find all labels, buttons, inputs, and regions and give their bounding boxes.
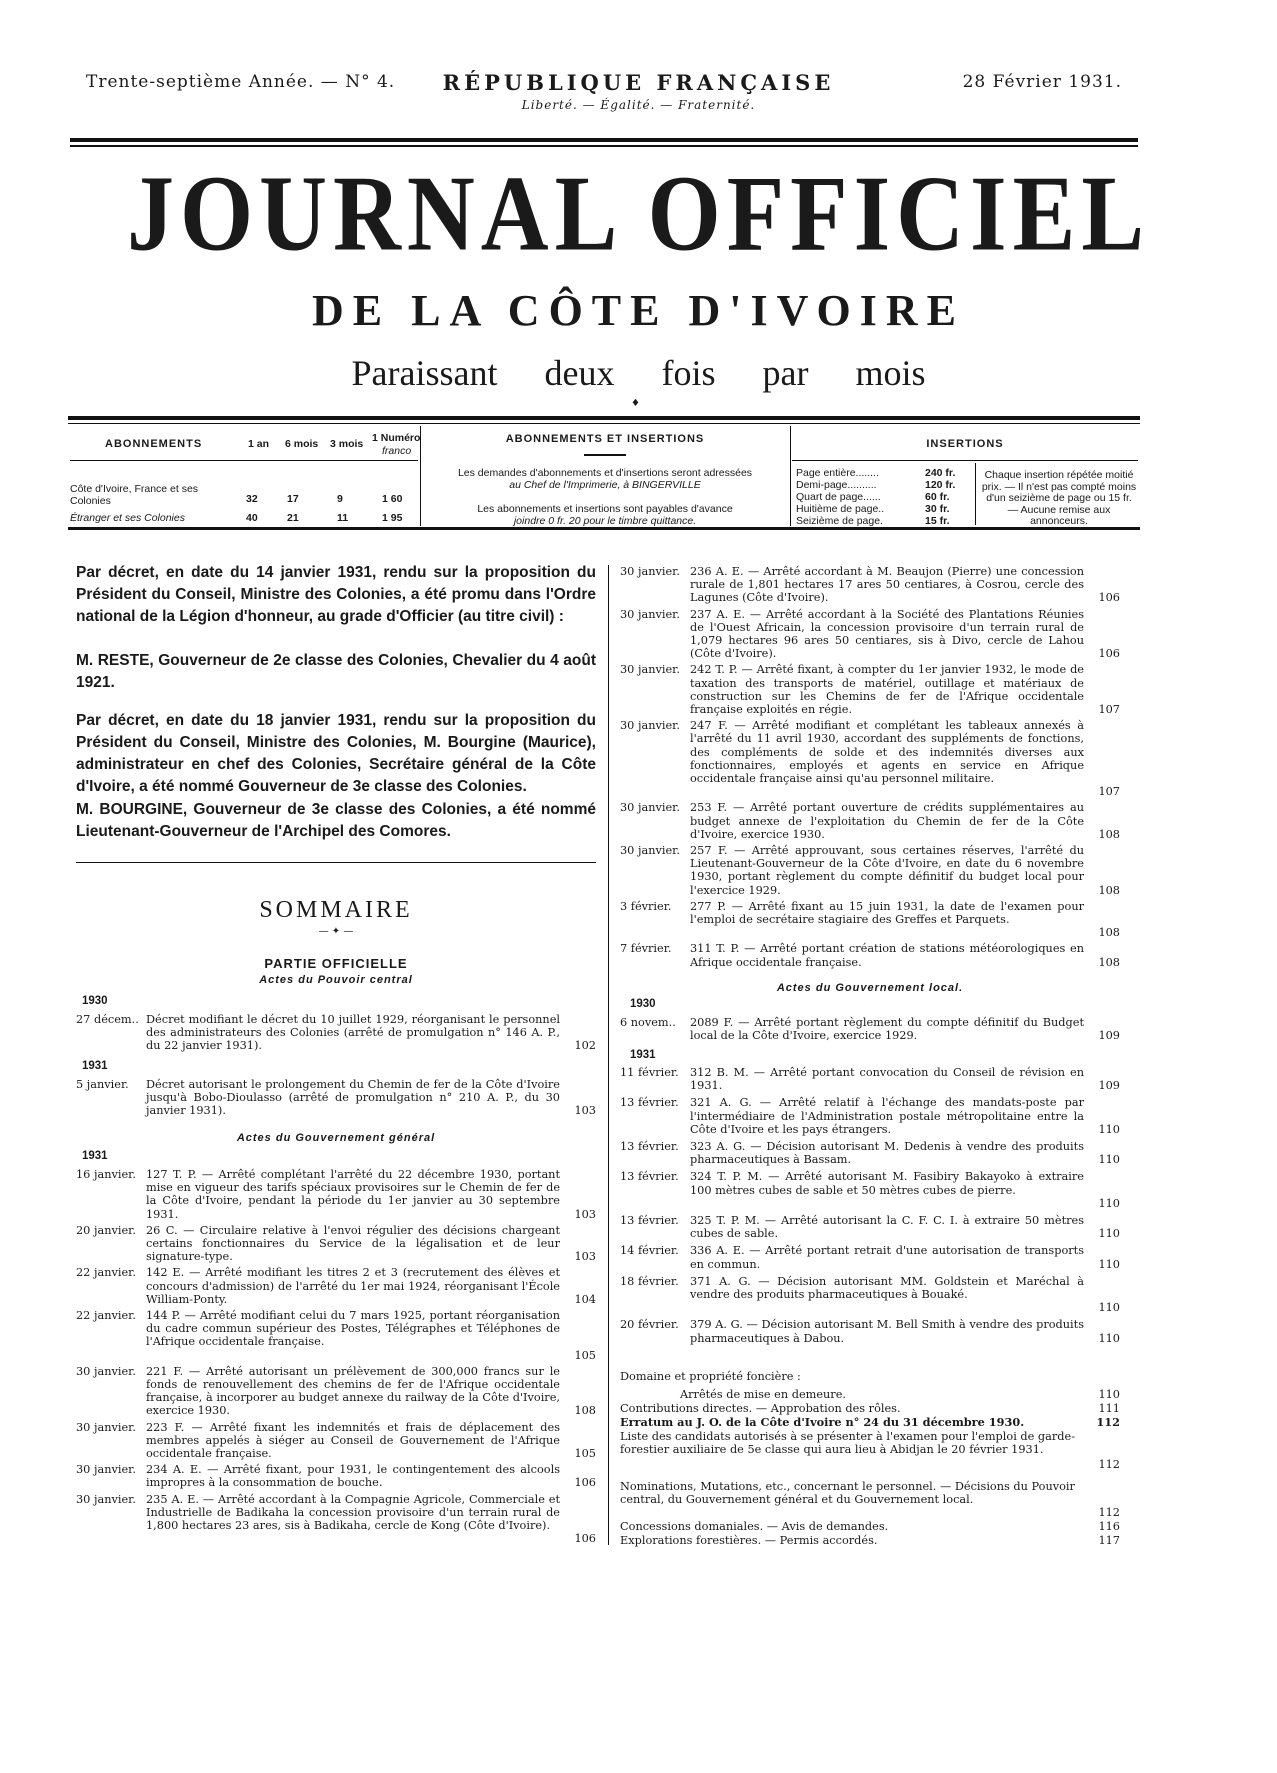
sommaire-entry <box>620 1214 1120 1240</box>
sommaire-entry <box>620 565 1120 605</box>
entry-page: 107 <box>1098 702 1120 716</box>
entry-page: 109 <box>1098 1079 1120 1093</box>
publication-frequency: Paraissant deux fois par mois <box>351 353 926 393</box>
year-1930-local: 1930 <box>630 998 656 1010</box>
entry-date: 30 janvier. <box>620 565 680 578</box>
explorations: Explorations forestières. — Permis accordés. 117 <box>620 1534 1120 1547</box>
entry-page: 106 <box>574 1476 596 1490</box>
entry-date: 30 janvier. <box>620 663 680 677</box>
entry-text: 336 A. E. — Arrêté portant retrait d'une autorisation de transports en commun. <box>690 1244 1084 1271</box>
insertion-rate-price: 120 fr. <box>925 479 956 491</box>
sommaire-entry <box>620 1140 1120 1166</box>
ab-ins-text1: Les demandes d'abonnements et d'insertions seront adressées <box>457 467 753 479</box>
sommaire-entry <box>620 801 1120 841</box>
entry-page: 110 <box>1098 1122 1120 1136</box>
col-franco: franco <box>382 445 412 457</box>
partie-officielle: PARTIE OFFICIELLE <box>264 956 408 971</box>
year-heading: 1930 <box>82 995 108 1007</box>
entry-text: 312 B. M. — Arrêté portant convocation du Conseil de révision en 1931. <box>690 1066 1084 1093</box>
entry-text: 234 A. E. — Arrêté fixant, pour 1931, le contingentement des alcools impropres à la consommation de bouche. <box>146 1463 560 1490</box>
entry-date: 14 février. <box>620 1244 679 1258</box>
entry-date: 3 février. <box>620 899 672 913</box>
entry-page: 110 <box>1098 1153 1120 1167</box>
entry-page: 106 <box>574 1532 596 1546</box>
insertion-rate-price: 30 fr. <box>925 503 950 515</box>
entry-date: 30 janvier. <box>620 607 680 621</box>
sommaire-entry <box>76 1421 596 1461</box>
sommaire-entry <box>620 844 1120 897</box>
insertion-rate-price: 15 fr. <box>925 515 950 527</box>
sommaire-entry <box>620 1066 1120 1092</box>
actes-gouvernement-local: Actes du Gouvernement local. <box>776 982 964 994</box>
entry-page: 106 <box>1098 591 1120 605</box>
entry-text: 223 F. — Arrêté fixant les indemnités et frais de déplacement des membres appelés à siéger au Conseil de Gouvernement de l'Afrique occidentale française. <box>146 1420 560 1460</box>
decree-1: Par décret, en date du 14 janvier 1931, rendu sur la proposition du Président du Conseil, Ministre des Colonies, a été promu dans l'Ordre national de la Légion d'honneur, au grade d'Officier (au titre civil) : <box>76 564 596 625</box>
insertion-rate-price: 60 fr. <box>925 491 950 503</box>
entry-date: 18 février. <box>620 1274 679 1288</box>
entry-date: 27 décem.. <box>76 1013 139 1026</box>
entry-page: 106 <box>1098 647 1120 661</box>
insertion-rate-label: Page entière........ <box>796 467 879 479</box>
row1-label: Côte d'Ivoire, France et ses Colonies <box>70 483 199 507</box>
edition-number: Trente-septième Année. — N° 4. <box>86 72 396 92</box>
actes-pouvoir-central: Actes du Pouvoir central <box>259 974 413 986</box>
ab-ins-text2: Les abonnements et insertions sont payables d'avance <box>477 503 733 515</box>
domaine-heading: Domaine et propriété foncière : <box>620 1370 801 1383</box>
entry-date: 7 février. <box>620 942 672 956</box>
insertion-rate-label: Seizième de page. <box>796 515 883 527</box>
entry-text: 242 T. P. — Arrêté fixant, à compter du 1er janvier 1932, le mode de taxation des transports de matériel, outillage et matériaux de construction sur les Chemins de fer de l'Afrique occidentale française exploités en régie. <box>690 663 1084 716</box>
ab-ins-text2b: joindre 0 fr. 20 pour le timbre quittance. <box>513 515 697 527</box>
nominations: Nominations, Mutations, etc., concernant le personnel. — Décisions du Pouvoir central, du Gouvernement général et du Gouvernement local. <box>620 1480 1075 1507</box>
entry-date: 22 janvier. <box>76 1309 136 1322</box>
mise-demeure: Arrêtés de mise en demeure. 110 <box>680 1388 1120 1401</box>
year-1931-general: 1931 <box>82 1150 108 1162</box>
entry-page: 110 <box>1098 1301 1120 1315</box>
republic-motto: Liberté. — Égalité. — Fraternité. <box>521 98 756 112</box>
sommaire-title: SOMMAIRE <box>259 897 413 923</box>
entry-text: 325 T. P. M. — Arrêté autorisant la C. F. C. I. à extraire 50 mètres cubes de sable. <box>690 1214 1084 1241</box>
entry-page: 104 <box>574 1292 596 1306</box>
entry-date: 30 janvier. <box>620 801 680 815</box>
issue-date: 28 Février 1931. <box>962 72 1122 92</box>
entry-date: 30 janvier. <box>76 1364 136 1378</box>
entry-page: 102 <box>574 1039 596 1053</box>
entry-text: 142 E. — Arrêté modifiant les titres 2 et 3 (recrutement des élèves et concours d'admission) de l'arrêté du 1er mai 1924, réorganisant l'École William-Ponty. <box>146 1266 560 1306</box>
entry-page: 110 <box>1098 1196 1120 1210</box>
entry-text: 144 P. — Arrêté modifiant celui du 7 mars 1925, portant réorganisation du cadre commun supérieur des Postes, Télégraphes et Téléphones de l'Afrique occidentale française. <box>146 1309 560 1349</box>
decree-3: M. BOURGINE, Gouverneur de 3e classe des Colonies, a été nommé Lieutenant-Gouverneur de l'Archipel des Comores. <box>76 801 596 840</box>
sommaire-entry <box>620 1016 1120 1042</box>
row1-numero: 1 60 <box>382 493 403 505</box>
masthead-subtitle: DE LA CÔTE D'IVOIRE <box>311 286 965 335</box>
entry-page: 103 <box>574 1103 596 1117</box>
col-numero: 1 Numéro <box>372 432 421 444</box>
col-3mois: 3 mois <box>330 438 364 450</box>
entry-date: 13 février. <box>620 1140 679 1153</box>
sommaire-entry <box>620 1170 1120 1210</box>
entry-date: 13 février. <box>620 1170 679 1184</box>
entry-text: 257 F. — Arrêté approuvant, sous certaines réserves, l'arrêté du Lieutenant-Gouverneur de la Côte d'Ivoire, en date du 6 novembre 1930, portant règlement du compte définitif du budget local pour l'exercice 1929. <box>690 844 1084 897</box>
decree-2: Par décret, en date du 18 janvier 1931, rendu sur la proposition du Président du Conseil, Ministre des Colonies, M. Bourgine (Maurice), administrateur en chef des Colonies, Secrétaire général de la Côte d'Ivoire, a été nommé Gouverneur de 3e classe des Colonies. <box>76 712 596 795</box>
col-6mois: 6 mois <box>285 438 319 450</box>
sommaire-entry <box>76 1365 596 1418</box>
sommaire-ornament: — ✦ — <box>318 926 354 937</box>
entry-page: 108 <box>1098 926 1120 940</box>
insertion-rate-label: Huitième de page.. <box>796 503 885 515</box>
row1-6mois: 17 <box>287 493 299 505</box>
sommaire-entry <box>76 1493 596 1546</box>
entry-text: 2089 F. — Arrêté portant règlement du compte définitif du Budget local de la Côte d'Ivoire, exercice 1929. <box>690 1016 1084 1043</box>
concessions: Concessions domaniales. — Avis de demandes. 116 <box>620 1520 1120 1533</box>
republic-title: RÉPUBLIQUE FRANÇAISE <box>442 70 835 95</box>
ab-ins-text1b: au Chef de l'Imprimerie, à BINGERVILLE <box>509 479 701 491</box>
entry-page: 110 <box>1098 1257 1120 1271</box>
abonnements-insertions-heading: ABONNEMENTS ET INSERTIONS <box>505 433 705 445</box>
insertion-rate-label: Demi-page.......... <box>796 479 877 491</box>
entry-date: 22 janvier. <box>76 1266 136 1280</box>
entry-text: 247 F. — Arrêté modifiant et complétant les tableaux annexés à l'arrêté du 11 avril 1930, accordant des suppléments de fonctions, des compléments de solde et des indemnités diverses aux fonctionnaires, employés et agents en service en Afrique occidentale française ainsi qu'au personnel militaire. <box>690 719 1084 785</box>
entry-date: 30 janvier. <box>76 1463 136 1477</box>
row2-6mois: 21 <box>287 512 299 524</box>
row2-label: Étranger et ses Colonies <box>70 512 185 524</box>
masthead-title: JOURNAL OFFICIEL <box>126 154 1151 274</box>
entry-page: 110 <box>1098 1227 1120 1241</box>
contributions: Contributions directes. — Approbation des rôles. 111 <box>620 1402 1120 1415</box>
entry-date: 30 janvier. <box>620 844 680 857</box>
insertions-heading: INSERTIONS <box>926 438 1004 450</box>
year-1931-local: 1931 <box>630 1049 656 1061</box>
sommaire-entry <box>620 900 1120 940</box>
entry-date: 30 janvier. <box>76 1492 136 1506</box>
entry-date: 16 janvier. <box>76 1168 136 1181</box>
entry-page: 109 <box>1098 1029 1120 1043</box>
decree-1-recipient: M. RESTE, Gouverneur de 2e classe des Colonies, Chevalier du 4 août 1921. <box>76 652 596 691</box>
entry-date: 20 février. <box>620 1318 679 1332</box>
sommaire-entry <box>76 1078 596 1118</box>
row2-1an: 40 <box>246 512 258 524</box>
entry-text: 324 T. P. M. — Arrêté autorisant M. Fasibiry Bakayoko à extraire 100 mètres cubes de sable et 50 mètres cubes de pierre. <box>690 1170 1084 1197</box>
entry-text: Décret autorisant le prolongement du Chemin de fer de la Côte d'Ivoire jusqu'à Bobo-Dioulasso (arrêté de promulgation n° 210 A. P., du 30 janvier 1931). <box>146 1077 560 1117</box>
row2-3mois: 11 <box>337 512 349 524</box>
sommaire-entry <box>76 1309 596 1362</box>
row2-numero: 1 95 <box>382 512 403 524</box>
insertion-rate-price: 240 fr. <box>925 467 956 479</box>
entry-date: 20 janvier. <box>76 1223 136 1237</box>
insertion-rate-label: Quart de page...... <box>796 491 881 503</box>
abonnements-heading: ABONNEMENTS <box>105 438 203 450</box>
entry-text: 311 T. P. — Arrêté portant création de stations météorologiques en Afrique occidentale française. <box>690 942 1084 969</box>
entry-page: 108 <box>1098 827 1120 841</box>
entry-page: 105 <box>574 1348 596 1362</box>
sommaire-entry <box>620 608 1120 661</box>
year-heading: 1931 <box>82 1059 108 1072</box>
entry-page: 108 <box>1098 883 1120 897</box>
entry-text: 221 F. — Arrêté autorisant un prélèvement de 300,000 francs sur le fonds de renouvellement des chemins de fer de l'Afrique occidentale française, à incorporer au budget annexe du railway de la Côte d'Ivoire, exercice 1930. <box>146 1364 560 1418</box>
entry-text: 236 A. E. — Arrêté accordant à M. Beaujon (Pierre) une concession rurale de 1,801 hectares 17 ares 50 centiares, à Cosrou, cercle des Lagunes (Côte d'Ivoire). <box>690 565 1084 605</box>
sommaire-entry <box>76 1463 596 1489</box>
entry-text: 277 P. — Arrêté fixant au 15 juin 1931, la date de l'examen pour l'emploi de secrétaire stagiaire des Greffes et Parquets. <box>690 899 1084 926</box>
row1-1an: 32 <box>246 493 258 505</box>
sommaire-entry <box>620 1244 1120 1270</box>
sommaire-entry <box>76 1013 596 1053</box>
entry-text: 26 C. — Circulaire relative à l'envoi régulier des décisions chargeant certains fonctionnaires du Service de la légalisation et de leur signature-type. <box>146 1223 560 1264</box>
entry-page: 110 <box>1098 1331 1120 1345</box>
entry-text: 321 A. G. — Arrêté relatif à l'échange des mandats-poste par l'intermédiaire de l'Administration postale métropolitaine entre la Côte d'Ivoire et les pays étrangers. <box>690 1096 1084 1136</box>
sommaire-entry <box>620 663 1120 716</box>
erratum: Erratum au J. O. de la Côte d'Ivoire n° 24 du 31 décembre 1930. 112 <box>620 1415 1120 1429</box>
sommaire-entry <box>620 942 1120 968</box>
entry-date: 6 novem.. <box>620 1016 676 1029</box>
entry-date: 30 janvier. <box>76 1420 136 1434</box>
entry-page: 107 <box>1098 785 1120 799</box>
entry-text: 379 A. G. — Décision autorisant M. Bell Smith à vendre des produits pharmaceutiques à Dabou. <box>690 1318 1084 1345</box>
entry-date: 13 février. <box>620 1214 679 1227</box>
sommaire-entry <box>620 1275 1120 1315</box>
entry-page: 108 <box>1098 955 1120 969</box>
entry-page: 105 <box>574 1446 596 1460</box>
actes-gouvernement-general: Actes du Gouvernement général <box>236 1132 436 1144</box>
entry-date: 11 février. <box>620 1066 679 1079</box>
col-1an: 1 an <box>248 438 270 450</box>
sommaire-entry <box>620 1318 1120 1344</box>
entry-page: 103 <box>574 1207 596 1221</box>
sommaire-entry <box>76 1168 596 1221</box>
entry-text: 323 A. G. — Décision autorisant M. Dedenis à vendre des produits pharmaceutiques à Bassam. <box>690 1140 1084 1167</box>
entry-date: 13 février. <box>620 1096 679 1110</box>
entry-date: 5 janvier. <box>76 1077 129 1091</box>
sommaire-entry <box>76 1224 596 1264</box>
insertion-note: Chaque insertion répétée moitié prix. — Il n'est pas compté moins d'un seizième de page ou 15 fr. — Aucune remise aux annonceurs. <box>981 469 1137 527</box>
entry-page: 103 <box>574 1250 596 1264</box>
entry-text: 237 A. E. — Arrêté accordant à la Société des Plantations Réunies de l'Ouest Africain, la concession provisoire d'un terrain rural de 1,079 hectares 96 ares 50 centiares, sis à Divo, cercle de Lahou (Côte d'Ivoire). <box>690 607 1084 661</box>
entry-text: 253 F. — Arrêté portant ouverture de crédits supplémentaires au budget annexe de l'exploitation du Chemin de fer de la Côte d'Ivoire, exercice 1930. <box>690 801 1084 841</box>
liste-candidats: Liste des candidats autorisés à se présenter à l'examen pour l'emploi de garde-forestier auxiliaire de 5e classe qui aura lieu à Abidjan le 20 février 1931. <box>620 1430 1076 1457</box>
sommaire-entry <box>620 719 1120 798</box>
sommaire-entry <box>76 1266 596 1306</box>
entry-text: 127 T. P. — Arrêté complétant l'arrêté du 22 décembre 1930, portant mise en vigueur des tarifs spéciaux provisoires sur le Chemin de fer de la Côte d'Ivoire, pendant la période du 1er janvier au 30 septembre 1931. <box>146 1168 560 1221</box>
entry-text: Décret modifiant le décret du 10 juillet 1929, réorganisant le personnel des administrateurs des Colonies (arrêté de promulgation n° 146 A. P., du 22 janvier 1931). <box>146 1013 560 1053</box>
entry-date: 30 janvier. <box>620 719 680 733</box>
ornament: ♦ <box>631 398 640 409</box>
entry-text: 371 A. G. — Décision autorisant MM. Goldstein et Maréchal à vendre des produits pharmaceutiques à Bouaké. <box>690 1274 1084 1301</box>
row1-3mois: 9 <box>337 493 343 505</box>
sommaire-entry <box>620 1096 1120 1136</box>
entry-text: 235 A. E. — Arrêté accordant à la Compagnie Agricole, Commerciale et Industrielle de Badikaha la concession provisoire d'un terrain rural de 1,800 hectares 23 ares, sis à Badikaha, cercle de Kong (Côte d'Ivoire). <box>146 1492 560 1532</box>
entry-page: 108 <box>574 1404 596 1418</box>
